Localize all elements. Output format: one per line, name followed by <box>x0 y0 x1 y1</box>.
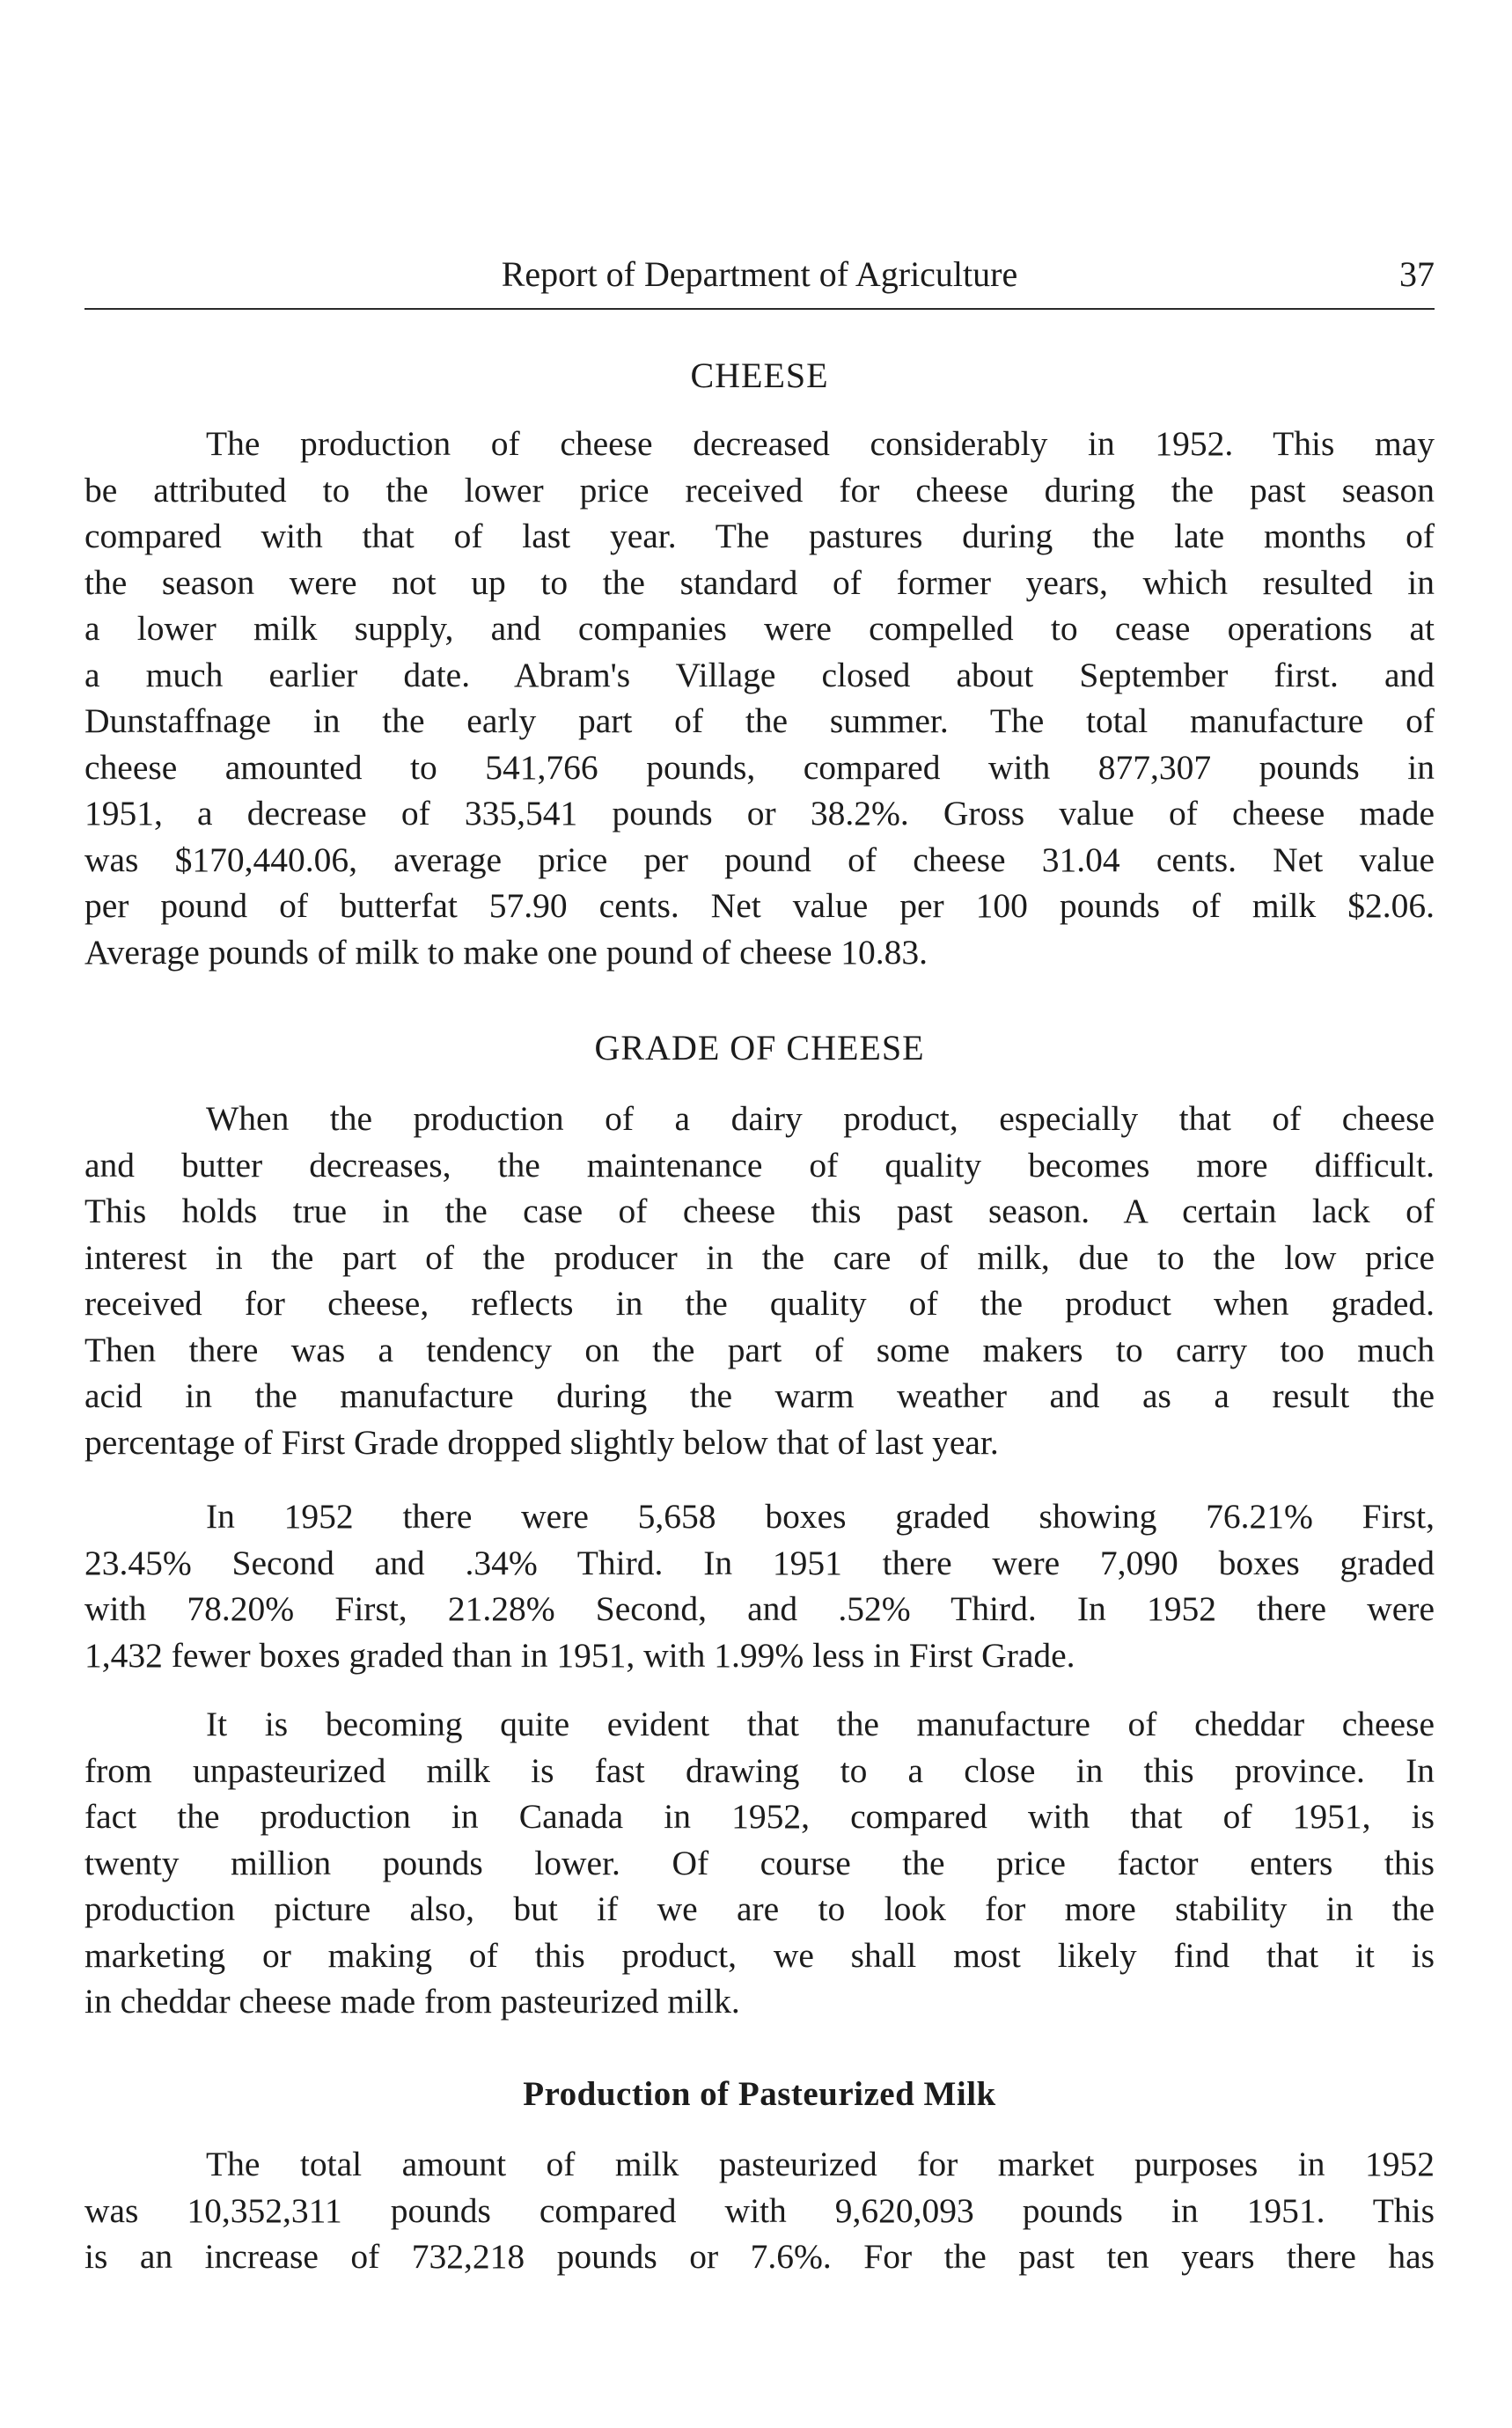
section-heading-grade: GRADE OF CHEESE <box>594 1028 925 1067</box>
paragraph-cheese <box>84 421 1435 975</box>
text-line: When the production of a dairy product, especially that of cheese <box>206 1099 1435 1138</box>
text-line: be attributed to the lower price received for cheese during the past season <box>84 470 1435 510</box>
section-heading-cheese: CHEESE <box>690 356 829 395</box>
page-number: 37 <box>1399 254 1435 294</box>
running-title: Report of Department of Agriculture <box>501 254 1018 294</box>
text-line: received for cheese, reflects in the quality of the product when graded. <box>84 1284 1435 1323</box>
text-line: It is becoming quite evident that the manufacture of cheddar cheese <box>206 1705 1435 1743</box>
text-line: fact the production in Canada in 1952, compared with that of 1951, is <box>84 1797 1435 1836</box>
text-line: percentage of First Grade dropped slightly below that of last year. <box>84 1422 999 1462</box>
text-line: cheese amounted to 541,766 pounds, compared with 877,307 pounds in <box>84 747 1435 787</box>
text-line: with 78.20% First, 21.28% Second, and .52% Third. In 1952 there were <box>84 1589 1435 1628</box>
text-line: acid in the manufacture during the warm weather and as a result the <box>84 1376 1435 1415</box>
text-line: is an increase of 732,218 pounds or 7.6%. For the past ten years there has <box>84 2237 1435 2276</box>
paragraph-grade-2 <box>84 1493 1435 1678</box>
text-line: In 1952 there were 5,658 boxes graded showing 76.21% First, <box>206 1497 1435 1536</box>
text-line: a lower milk supply, and companies were compelled to cease operations at <box>84 609 1435 648</box>
text-line: The total amount of milk pasteurized for market purposes in 1952 <box>206 2145 1435 2183</box>
text-line: interest in the part of the producer in the care of milk, due to the low price <box>84 1237 1435 1277</box>
section-heading-pasteurized: Production of Pasteurized Milk <box>523 2075 996 2113</box>
text-line: Then there was a tendency on the part of some makers to carry too much <box>84 1330 1435 1369</box>
header-rule <box>84 308 1435 310</box>
text-line: the season were not up to the standard of former years, which resulted in <box>84 562 1435 602</box>
text-line: a much earlier date. Abram's Village closed about September first. and <box>84 655 1435 694</box>
text-line: in cheddar cheese made from pasteurized milk. <box>84 1982 740 2021</box>
text-line: twenty million pounds lower. Of course the price factor enters this <box>84 1843 1435 1882</box>
text-line: was 10,352,311 pounds compared with 9,620,093 pounds in 1951. This <box>84 2190 1435 2230</box>
text-line: per pound of butterfat 57.90 cents. Net value per 100 pounds of milk $2.06. <box>84 886 1435 925</box>
paragraph-pasteurized <box>84 2141 1435 2280</box>
text-line: from unpasteurized milk is fast drawing to a close in this province. In <box>84 1750 1435 1790</box>
text-line: 1951, a decrease of 335,541 pounds or 38.2%. Gross value of cheese made <box>84 794 1435 833</box>
text-line: This holds true in the case of cheese this past season. A certain lack of <box>84 1192 1435 1230</box>
text-line: 23.45% Second and .34% Third. In 1951 there were 7,090 boxes graded <box>84 1543 1435 1582</box>
text-line: Average pounds of milk to make one pound of cheese 10.83. <box>84 932 928 972</box>
text-line: was $170,440.06, average price per pound of cheese 31.04 cents. Net value <box>84 840 1435 879</box>
text-line: and butter decreases, the maintenance of quality becomes more difficult. <box>84 1145 1435 1185</box>
running-header <box>84 253 1435 297</box>
paragraph-grade-1 <box>84 1096 1435 1465</box>
text-line: compared with that of last year. The pastures during the late months of <box>84 517 1435 555</box>
text-line: production picture also, but if we are to look for more stability in the <box>84 1889 1435 1928</box>
text-line: Dunstaffnage in the early part of the summer. The total manufacture of <box>84 701 1435 740</box>
paragraph-grade-3 <box>84 1701 1435 2025</box>
text-line: The production of cheese decreased considerably in 1952. This may <box>206 424 1435 463</box>
text-line: 1,432 fewer boxes graded than in 1951, with 1.99% less in First Grade. <box>84 1635 1075 1675</box>
text-line: marketing or making of this product, we shall most likely find that it is <box>84 1935 1435 1975</box>
